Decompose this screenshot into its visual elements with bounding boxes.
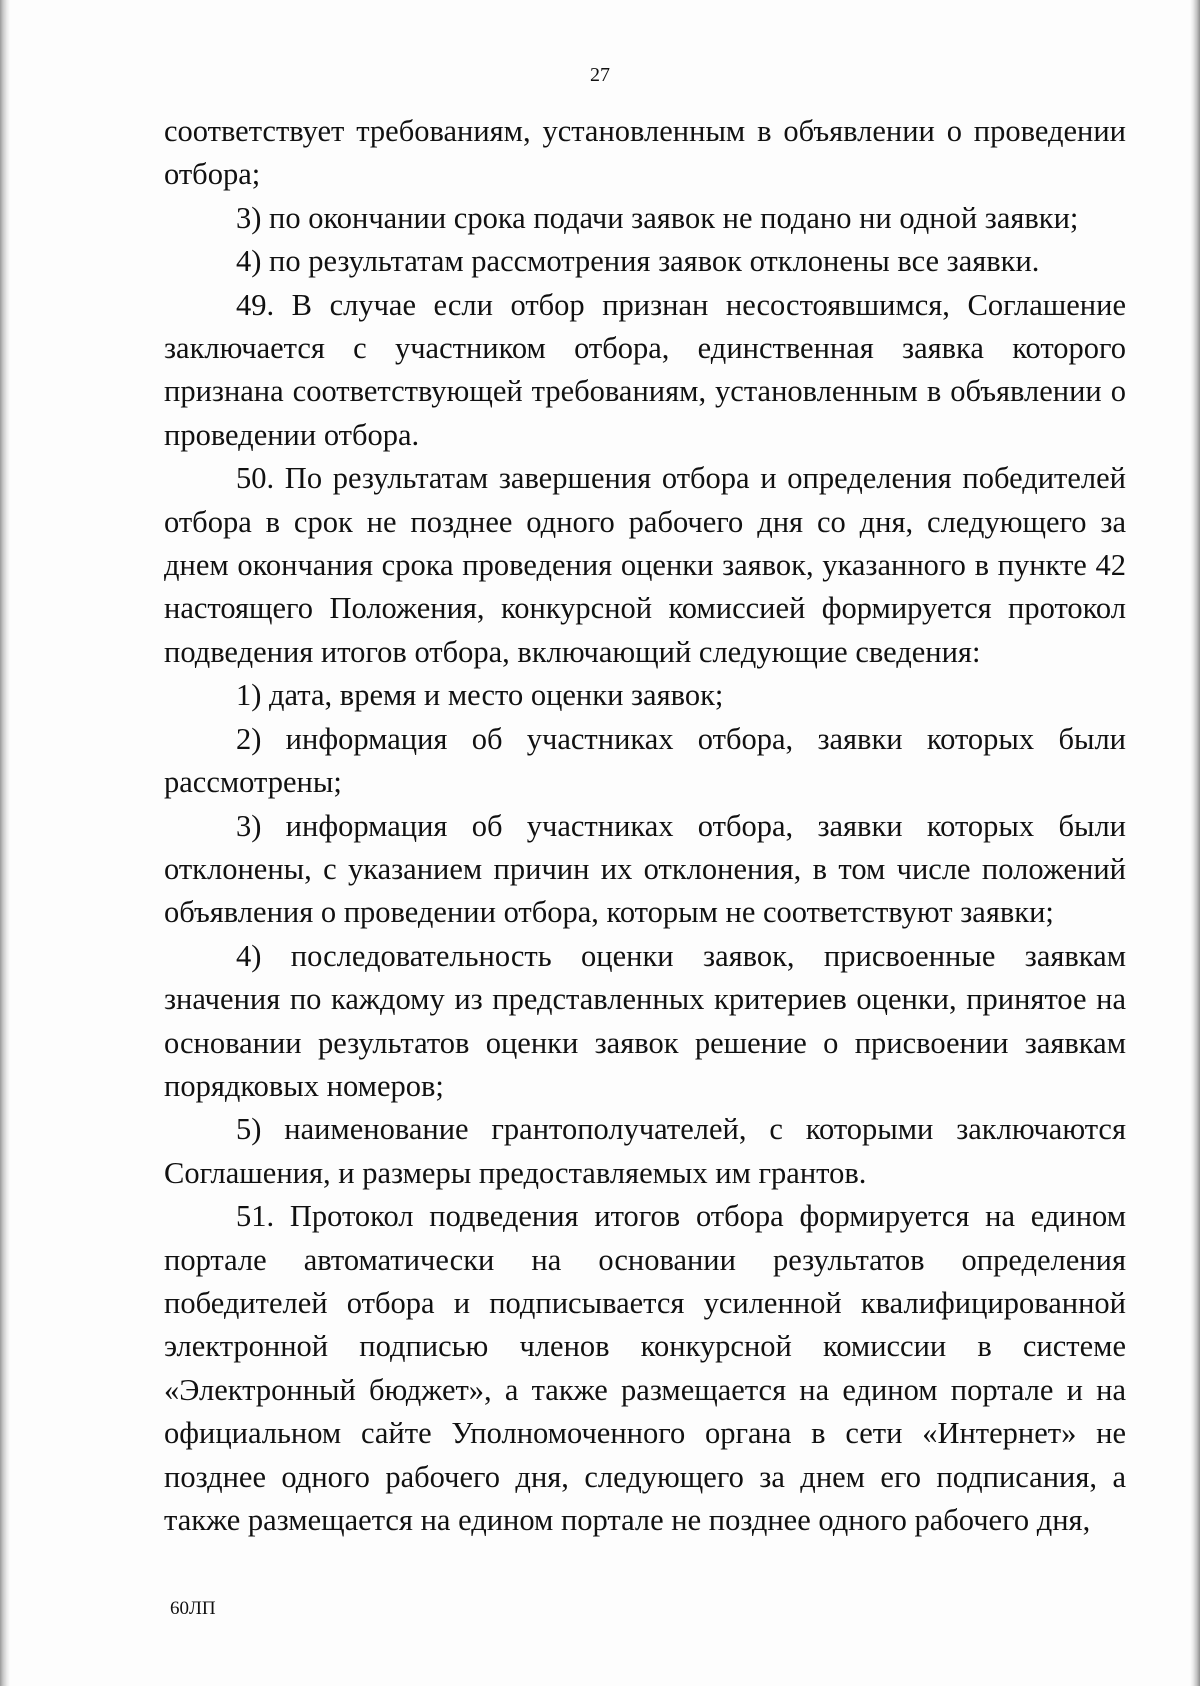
document-body bbox=[164, 110, 1126, 1542]
paragraph-clause-50: 50. По результатам завершения отбора и определения победителей отбора в срок не позднее одного рабочего дня со дня, следующего за днем окончания срока проведения оценки заявок, указанного в пункте 42 настоящего Положения, конкурсной комиссией формируется протокол подведения итогов отбора, включающий следующие сведения: bbox=[164, 461, 1126, 669]
footer-code: 60ЛП bbox=[170, 1598, 216, 1619]
paragraph-subitem-4: 4) последовательность оценки заявок, присвоенные заявкам значения по каждому из представленных критериев оценки, принятое на основании результатов оценки заявок решение о присвоении заявкам порядковых номеров; bbox=[164, 938, 1126, 1103]
paragraph-clause-49: 49. В случае если отбор признан несостоявшимся, Соглашение заключается с участником отбора, единственная заявка которого признана соответствующей требованиям, установленным в объявлении о проведении отбора. bbox=[164, 287, 1126, 452]
paragraph-subitem-2: 2) информация об участниках отбора, заявки которых были рассмотрены; bbox=[164, 721, 1126, 800]
paragraph-subitem-5: 5) наименование грантополучателей, с которыми заключаются Соглашения, и размеры предоставляемых им грантов. bbox=[164, 1112, 1126, 1190]
paragraph-subitem-3: 3) информация об участниках отбора, заявки которых были отклонены, с указанием причин их отклонения, в том числе положений объявления о проведении отбора, которым не соответствуют заявки; bbox=[164, 808, 1126, 930]
paragraph-subitem-1: 1) дата, время и место оценки заявок; bbox=[236, 678, 724, 713]
paragraph-item-4: 4) по результатам рассмотрения заявок отклонены все заявки. bbox=[236, 244, 1040, 279]
scan-edge-right bbox=[1190, 0, 1200, 1686]
paragraph-clause-51: 51. Протокол подведения итогов отбора формируется на едином портале автоматически на основании результатов определения победителей отбора и подписывается усиленной квалифицированной электронной подписью членов конкурсной комиссии в системе «Электронный бюджет», а также размещается на едином портале и на официальном сайте Уполномоченного органа в сети «Интернет» не позднее одного рабочего дня, следующего за днем его подписания, а также размещается на едином портале не позднее одного рабочего дня, bbox=[164, 1199, 1126, 1537]
paragraph-continuation: соответствует требованиям, установленным в объявлении о проведении отбора; bbox=[164, 114, 1126, 192]
scan-edge-left bbox=[0, 0, 10, 1686]
page-number: 27 bbox=[590, 64, 610, 86]
paragraph-item-3: 3) по окончании срока подачи заявок не подано ни одной заявки; bbox=[236, 200, 1079, 235]
